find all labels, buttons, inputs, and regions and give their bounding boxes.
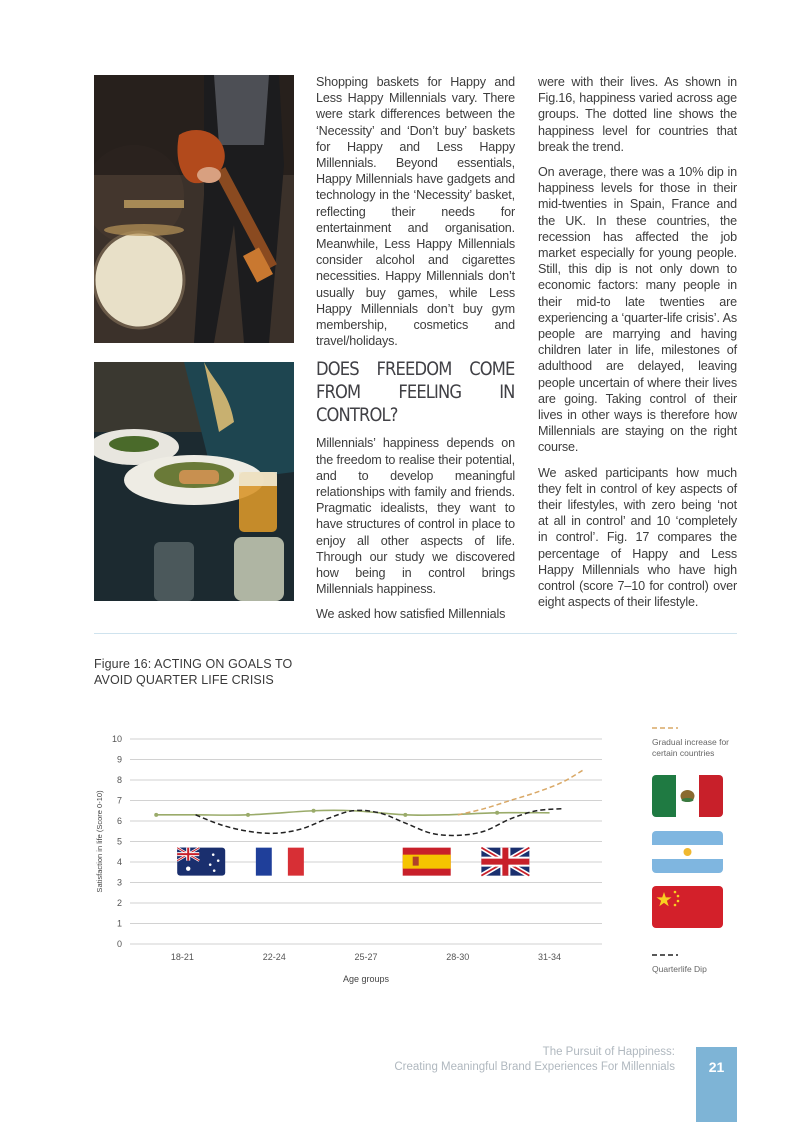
x-axis-label: Age groups	[342, 974, 390, 984]
figure-title-line-1: Figure 16: ACTING ON GOALS TO	[94, 657, 293, 671]
dining-photo	[94, 362, 294, 601]
y-tick-label: 7	[116, 795, 122, 806]
y-tick-label: 3	[116, 877, 122, 888]
page-number: 21	[708, 1059, 725, 1075]
middle-paragraph-3: We asked how satisfied Millennials	[316, 607, 506, 622]
y-tick-label: 6	[116, 816, 122, 826]
y-tick-label: 0	[116, 939, 122, 949]
increase-legend-dash	[652, 726, 678, 730]
series-line-3	[458, 770, 584, 815]
series-point	[495, 811, 499, 815]
concert-photo	[94, 75, 294, 343]
argentina-flag-icon	[652, 831, 723, 873]
y-tick-label: 5	[116, 836, 122, 847]
australia-flag-icon	[177, 848, 225, 876]
y-tick-label: 2	[116, 898, 122, 908]
china-flag-icon	[652, 886, 723, 928]
middle-paragraph-1: Shopping baskets for Happy and Less Happy Millennials vary. There were stark differences between the ‘Necessity’ and ‘Don’t buy’ baskets for Happy and Less Happy Millennials. Beyond essentials, Happy Millennials have gadgets and technology in the ‘Necessity’ basket, reflecting their needs for entertainment and organisation. Meanwhile, Less Happy Millennials consider alcohol and cigarettes necessities. Happy Millennials don’t usually buy games, while Less Happy Millennials don’t buy gym membership, cosmetics and travel/holidays.	[316, 75, 515, 349]
y-tick-label: 10	[111, 734, 122, 744]
right-column	[538, 74, 737, 620]
spain-flag-icon	[403, 848, 451, 876]
mexico-flag-icon	[652, 775, 723, 817]
middle-column	[316, 74, 515, 632]
x-tick-label: 25-27	[354, 952, 378, 962]
y-tick-label: 8	[116, 775, 122, 785]
uk-flag-icon	[481, 848, 529, 876]
dip-legend-dash	[652, 953, 678, 957]
x-tick-label: 22-24	[262, 952, 286, 962]
figure-title-line-2: AVOID QUARTER LIFE CRISIS	[94, 672, 274, 687]
x-tick-label: 28-30	[446, 952, 470, 962]
x-tick-label: 31-34	[538, 952, 562, 962]
right-paragraph-1: were with their lives. As shown in Fig.16, happiness varied across age groups. The dotted line shows the happiness level for countries that break the trend.	[538, 75, 737, 154]
france-flag-icon	[256, 848, 304, 876]
figure-title	[94, 657, 394, 688]
x-tick-label: 18-21	[170, 952, 194, 962]
y-tick-label: 9	[116, 754, 122, 765]
footer-line-1: The Pursuit of Happiness:	[542, 1046, 675, 1058]
page-number-box	[696, 1047, 737, 1122]
series-point	[312, 809, 316, 813]
series-point	[246, 813, 250, 817]
right-paragraph-2: On average, there was a 10% dip in happiness levels for those in their mid-twenties in Spain, France and the UK. In these countries, the recession has affected the job market especially for young people. Still, this dip is not only down to economic factors: many people in their mid-to late twenties are experiencing a ‘quarter-life crisis’. As people are marrying and having children later in life, milestones of adulthood are delayed, leaving people uncertain of where their lives are going. Taking control of their lives in other ways is therefore how Millennials are staying on the right course.	[538, 165, 737, 455]
y-tick-label: 1	[116, 918, 122, 929]
section-heading: DOES FREEDOM COME FROM FEELING IN CONTROL?	[316, 358, 515, 427]
section-divider	[94, 633, 737, 634]
y-tick-label: 4	[116, 857, 122, 867]
series-point	[403, 813, 407, 817]
increase-legend-label: Gradual increase for certain countries	[652, 737, 730, 758]
right-paragraph-3: We asked participants how much they felt in control of key aspects of their lifestyles, with zero being ‘not at all in control’ and 10 ‘completely in control’. Fig. 17 compares the percentage of Happy and Less Happy Millennials who have high control (score 7–10 for control) over eight aspects of their lifestyle.	[538, 465, 737, 610]
series-point	[154, 813, 158, 817]
footer-text	[394, 1045, 675, 1075]
middle-paragraph-2: Millennials’ happiness depends on the freedom to realise their potential, and to develop meaningful relationships with family and friends. Pragmatic idealists, they want to have structures of control in place to enjoy all other aspects of life. Through our study we discovered how being in control brings Millennials happiness.	[316, 436, 515, 597]
chart-svg	[88, 725, 618, 995]
line-chart	[88, 725, 618, 1000]
dip-legend-label: Quarterlife Dip	[652, 964, 707, 974]
footer-line-2: Creating Meaningful Brand Experiences For Millennials	[394, 1061, 675, 1073]
y-axis-label: Satisfaction in life (Score 0-10)	[95, 790, 104, 893]
